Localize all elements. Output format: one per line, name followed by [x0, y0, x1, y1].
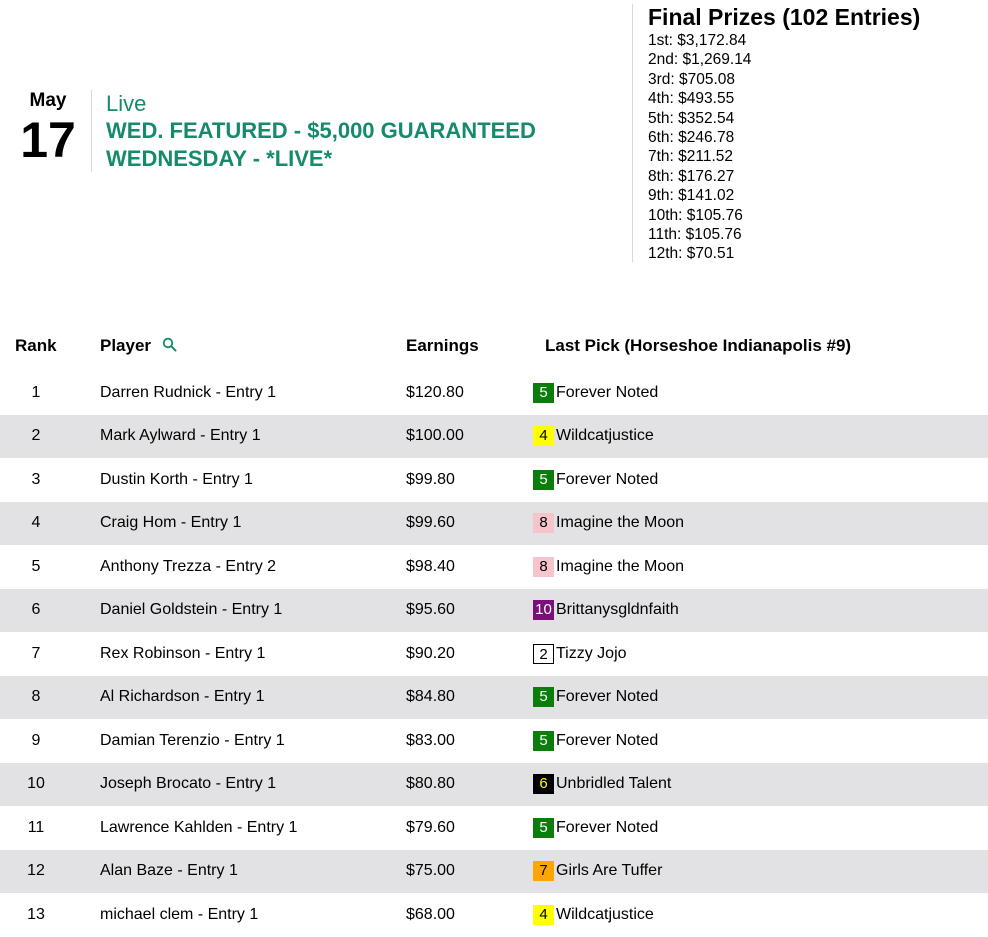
table-row — [0, 415, 988, 459]
post-position-badge: 6 — [533, 774, 554, 794]
date-day: 17 — [20, 112, 76, 168]
prize-item: 9th: $141.02 — [648, 187, 735, 205]
table-row — [0, 589, 988, 633]
last-pick-cell — [533, 458, 658, 502]
prizes-divider — [632, 4, 633, 262]
player-header-label: Player — [100, 336, 152, 355]
rank-cell: 12 — [27, 862, 45, 880]
rank-cell: 6 — [31, 601, 41, 619]
date-month: May — [29, 90, 67, 111]
earnings-cell: $80.80 — [406, 775, 455, 793]
earnings-cell: $79.60 — [406, 818, 455, 836]
post-position-badge: 5 — [533, 731, 554, 751]
earnings-cell: $99.80 — [406, 470, 455, 488]
rank-cell: 9 — [31, 731, 41, 749]
last-pick-cell — [533, 415, 654, 459]
event-title-line1: WED. FEATURED - $5,000 GUARANTEED — [106, 118, 536, 143]
rank-cell: 11 — [27, 818, 45, 836]
rank-cell: 3 — [31, 470, 41, 488]
last-pick-cell — [533, 545, 684, 589]
last-pick-header: Last Pick (Horseshoe Indianapolis #9) — [545, 336, 852, 355]
post-position-badge: 4 — [533, 426, 554, 446]
player-name[interactable]: Mark Aylward - Entry 1 — [100, 427, 261, 445]
prize-item: 4th: $493.55 — [648, 90, 735, 108]
last-pick-cell — [533, 632, 627, 676]
table-row — [0, 850, 988, 894]
prize-item: 12th: $70.51 — [648, 245, 735, 263]
last-pick-cell — [533, 850, 662, 894]
prize-item: 10th: $105.76 — [648, 206, 743, 224]
prize-list — [648, 31, 920, 264]
table-row — [0, 676, 988, 720]
horse-name: Tizzy Jojo — [556, 644, 627, 662]
horse-name: Wildcatjustice — [556, 427, 654, 445]
rank-cell: 4 — [31, 514, 41, 532]
earnings-cell: $98.40 — [406, 557, 455, 575]
player-name[interactable]: michael clem - Entry 1 — [100, 905, 259, 923]
post-position-badge: 8 — [533, 557, 554, 577]
event-date — [18, 90, 78, 166]
final-prizes-panel — [648, 5, 920, 264]
player-name[interactable]: Damian Terenzio - Entry 1 — [100, 731, 285, 749]
horse-name: Forever Noted — [556, 470, 659, 488]
prize-item: 3rd: $705.08 — [648, 70, 736, 88]
horse-name: Unbridled Talent — [556, 775, 672, 793]
rank-cell: 8 — [31, 688, 41, 706]
table-row — [0, 458, 988, 502]
earnings-cell: $84.80 — [406, 688, 455, 706]
horse-name: Imagine the Moon — [556, 557, 685, 575]
player-name[interactable]: Anthony Trezza - Entry 2 — [100, 557, 277, 575]
post-position-badge: 4 — [533, 905, 554, 925]
search-icon[interactable] — [162, 337, 177, 357]
rank-cell: 1 — [31, 383, 41, 401]
prize-item: 6th: $246.78 — [648, 129, 735, 147]
rank-cell: 5 — [31, 557, 41, 575]
last-pick-cell — [533, 806, 658, 850]
prizes-title: Final Prizes (102 Entries) — [648, 4, 921, 30]
date-divider — [91, 90, 92, 172]
horse-name: Forever Noted — [556, 383, 659, 401]
prize-item: 8th: $176.27 — [648, 167, 735, 185]
last-pick-cell — [533, 893, 654, 937]
rank-cell: 7 — [31, 644, 41, 662]
player-name[interactable]: Lawrence Kahlden - Entry 1 — [100, 818, 298, 836]
earnings-cell: $100.00 — [406, 427, 464, 445]
rank-cell: 10 — [27, 775, 45, 793]
player-name[interactable]: Dustin Korth - Entry 1 — [100, 470, 253, 488]
prize-item: 1st: $3,172.84 — [648, 32, 747, 49]
earnings-cell: $83.00 — [406, 731, 455, 749]
earnings-cell: $99.60 — [406, 514, 455, 532]
post-position-badge: 10 — [533, 600, 554, 620]
prize-item: 2nd: $1,269.14 — [648, 51, 752, 69]
earnings-cell: $90.20 — [406, 644, 455, 662]
last-pick-cell — [533, 719, 658, 763]
event-title — [106, 117, 606, 173]
horse-name: Brittanysgldnfaith — [556, 601, 679, 619]
last-pick-cell — [533, 589, 679, 633]
player-name[interactable]: Alan Baze - Entry 1 — [100, 862, 238, 880]
last-pick-cell — [533, 371, 658, 415]
post-position-badge: 5 — [533, 687, 554, 707]
rank-cell: 2 — [31, 427, 41, 445]
player-name[interactable]: Al Richardson - Entry 1 — [100, 688, 265, 706]
last-pick-cell — [533, 676, 658, 720]
table-row — [0, 632, 988, 676]
prize-item: 11th: $105.76 — [648, 226, 742, 244]
earnings-cell: $120.80 — [406, 383, 464, 401]
post-position-badge: 5 — [533, 470, 554, 490]
player-header — [100, 336, 177, 357]
player-name[interactable]: Joseph Brocato - Entry 1 — [100, 775, 277, 793]
table-row — [0, 371, 988, 415]
prize-item: 5th: $352.54 — [648, 109, 735, 127]
horse-name: Forever Noted — [556, 818, 659, 836]
horse-name: Imagine the Moon — [556, 514, 685, 532]
post-position-badge: 7 — [533, 861, 554, 881]
prize-item: 7th: $211.52 — [648, 148, 734, 166]
table-row — [0, 806, 988, 850]
table-row — [0, 893, 988, 937]
earnings-cell: $75.00 — [406, 862, 455, 880]
player-name[interactable]: Rex Robinson - Entry 1 — [100, 644, 266, 662]
rank-header: Rank — [15, 336, 57, 355]
event-status: Live — [106, 91, 147, 116]
earnings-header: Earnings — [406, 336, 479, 355]
rank-cell: 13 — [27, 905, 45, 923]
player-name[interactable]: Darren Rudnick - Entry 1 — [100, 383, 277, 401]
horse-name: Wildcatjustice — [556, 905, 654, 923]
table-row — [0, 502, 988, 546]
earnings-cell: $68.00 — [406, 905, 455, 923]
player-name[interactable]: Daniel Goldstein - Entry 1 — [100, 601, 283, 619]
horse-name: Girls Are Tuffer — [556, 862, 663, 880]
post-position-badge: 5 — [533, 818, 554, 838]
earnings-cell: $95.60 — [406, 601, 455, 619]
last-pick-cell — [533, 763, 671, 807]
post-position-badge: 2 — [533, 644, 554, 664]
horse-name: Forever Noted — [556, 688, 659, 706]
post-position-badge: 5 — [533, 383, 554, 403]
horse-name: Forever Noted — [556, 731, 659, 749]
table-row — [0, 545, 988, 589]
last-pick-cell — [533, 502, 684, 546]
post-position-badge: 8 — [533, 513, 554, 533]
table-row — [0, 763, 988, 807]
event-title-line2: WEDNESDAY - *LIVE* — [106, 146, 333, 171]
table-row — [0, 719, 988, 763]
player-name[interactable]: Craig Hom - Entry 1 — [100, 514, 242, 532]
